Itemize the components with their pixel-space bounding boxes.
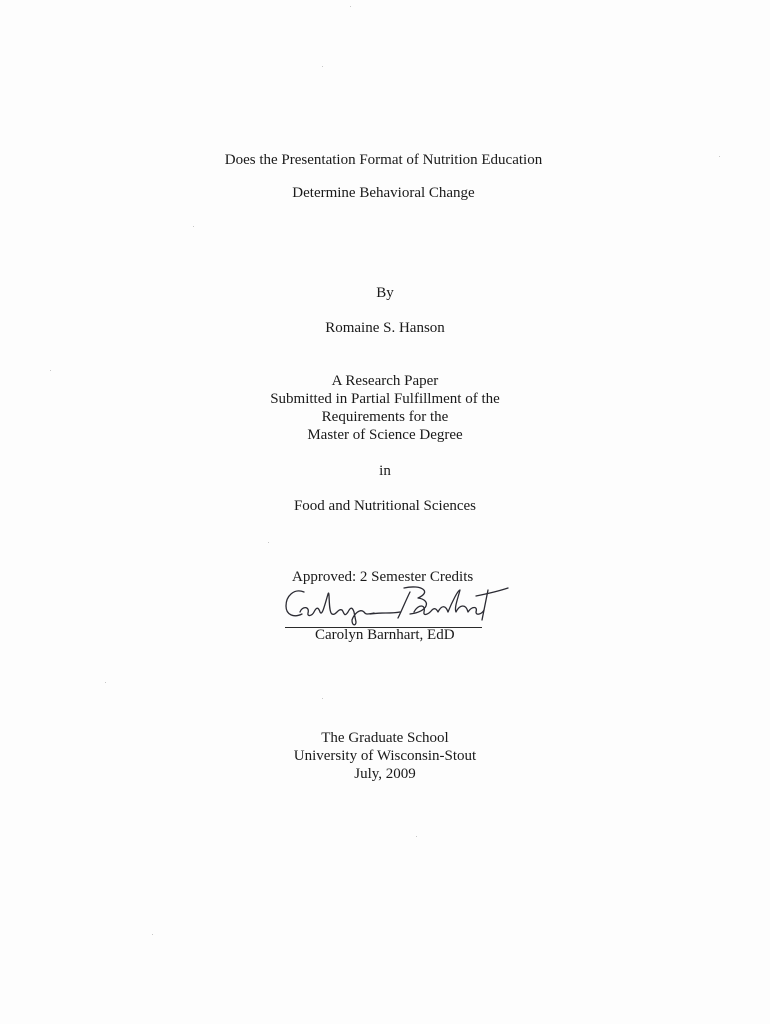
scan-speck <box>193 226 194 227</box>
description-line-2: Submitted in Partial Fulfillment of the <box>270 391 500 407</box>
scan-speck <box>50 370 51 371</box>
in-label: in <box>379 463 391 479</box>
paper-description <box>0 372 770 444</box>
submission-date: July, 2009 <box>354 766 416 782</box>
description-line-4: Master of Science Degree <box>307 427 463 443</box>
handwritten-signature <box>282 582 510 628</box>
scan-speck <box>105 682 106 683</box>
scan-speck <box>322 66 323 67</box>
scan-speck <box>416 836 417 837</box>
field-of-study: Food and Nutritional Sciences <box>293 498 477 514</box>
by-label: By <box>376 285 394 301</box>
advisor-name: Carolyn Barnhart, EdD <box>315 627 455 643</box>
author-name: Romaine S. Hanson <box>325 320 445 336</box>
scan-speck <box>719 156 720 157</box>
institution-block <box>0 729 770 783</box>
university-name: University of Wisconsin-Stout <box>293 748 477 764</box>
description-line-1: A Research Paper <box>331 373 439 389</box>
description-line-3: Requirements for the <box>321 409 449 425</box>
approval-credits: Approved: 2 Semester Credits <box>292 569 474 585</box>
paper-title-line-1: Does the Presentation Format of Nutrition Education <box>224 152 543 168</box>
scan-speck <box>152 934 153 935</box>
graduate-school: The Graduate School <box>321 730 449 746</box>
scan-speck <box>350 6 351 7</box>
paper-title-line-2: Determine Behavioral Change <box>292 185 475 201</box>
scan-speck <box>268 542 269 543</box>
scan-speck <box>322 698 323 699</box>
